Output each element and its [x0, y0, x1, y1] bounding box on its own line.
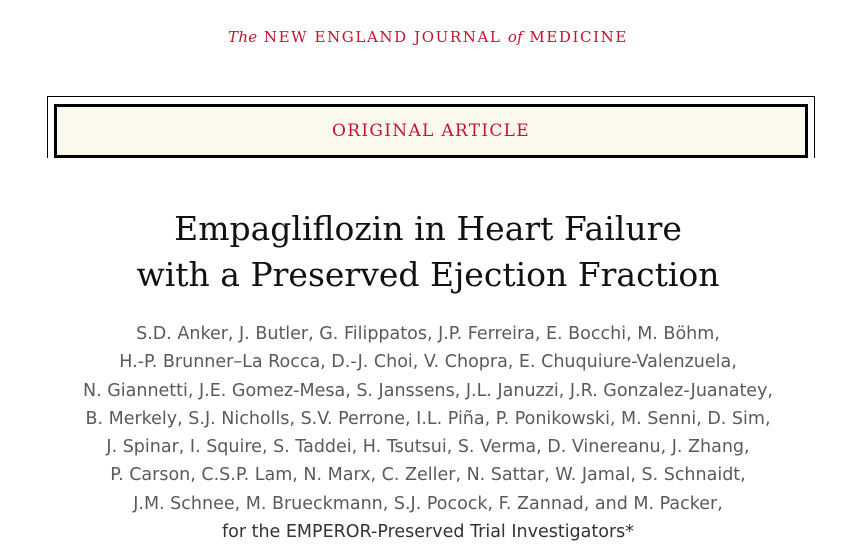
article-title: [0, 206, 856, 298]
masthead-part2: MEDICINE: [523, 28, 628, 46]
author-line: B. Merkely, S.J. Nicholls, S.V. Perrone, I.L. Piña, P. Ponikowski, M. Senni, D. Sim,: [85, 408, 771, 429]
title-line-1: Empagliflozin in Heart Failure: [174, 209, 682, 248]
author-list: [0, 320, 856, 546]
masthead-of: of: [507, 28, 524, 46]
author-line: J.M. Schnee, M. Brueckmann, S.J. Pocock, F. Zannad, and M. Packer,: [133, 493, 723, 514]
author-line: H.-P. Brunner–La Rocca, D.-J. Choi, V. Chopra, E. Chuquiure-Valenzuela,: [119, 352, 737, 373]
masthead-part1: NEW ENGLAND JOURNAL: [257, 28, 508, 46]
author-line: J. Spinar, I. Squire, S. Taddei, H. Tsutsui, S. Verma, D. Vinereanu, J. Zhang,: [106, 437, 750, 458]
journal-masthead: [0, 28, 856, 46]
trial-group-line: for the EMPEROR-Preserved Trial Investigators*: [221, 522, 635, 543]
article-type-label: ORIGINAL ARTICLE: [332, 121, 530, 141]
author-line: S.D. Anker, J. Butler, G. Filippatos, J.P. Ferreira, E. Bocchi, M. Böhm,: [136, 324, 720, 344]
article-type-banner: [47, 96, 815, 158]
author-line: P. Carson, C.S.P. Lam, N. Marx, C. Zeller, N. Sattar, W. Jamal, S. Schnaidt,: [110, 465, 746, 486]
title-line-2: with a Preserved Ejection Fraction: [136, 255, 720, 294]
masthead-the: The: [228, 28, 258, 46]
author-line: N. Giannetti, J.E. Gomez-Mesa, S. Janssens, J.L. Januzzi, J.R. Gonzalez-Juanatey,: [82, 380, 773, 401]
article-type-box: [54, 104, 808, 158]
